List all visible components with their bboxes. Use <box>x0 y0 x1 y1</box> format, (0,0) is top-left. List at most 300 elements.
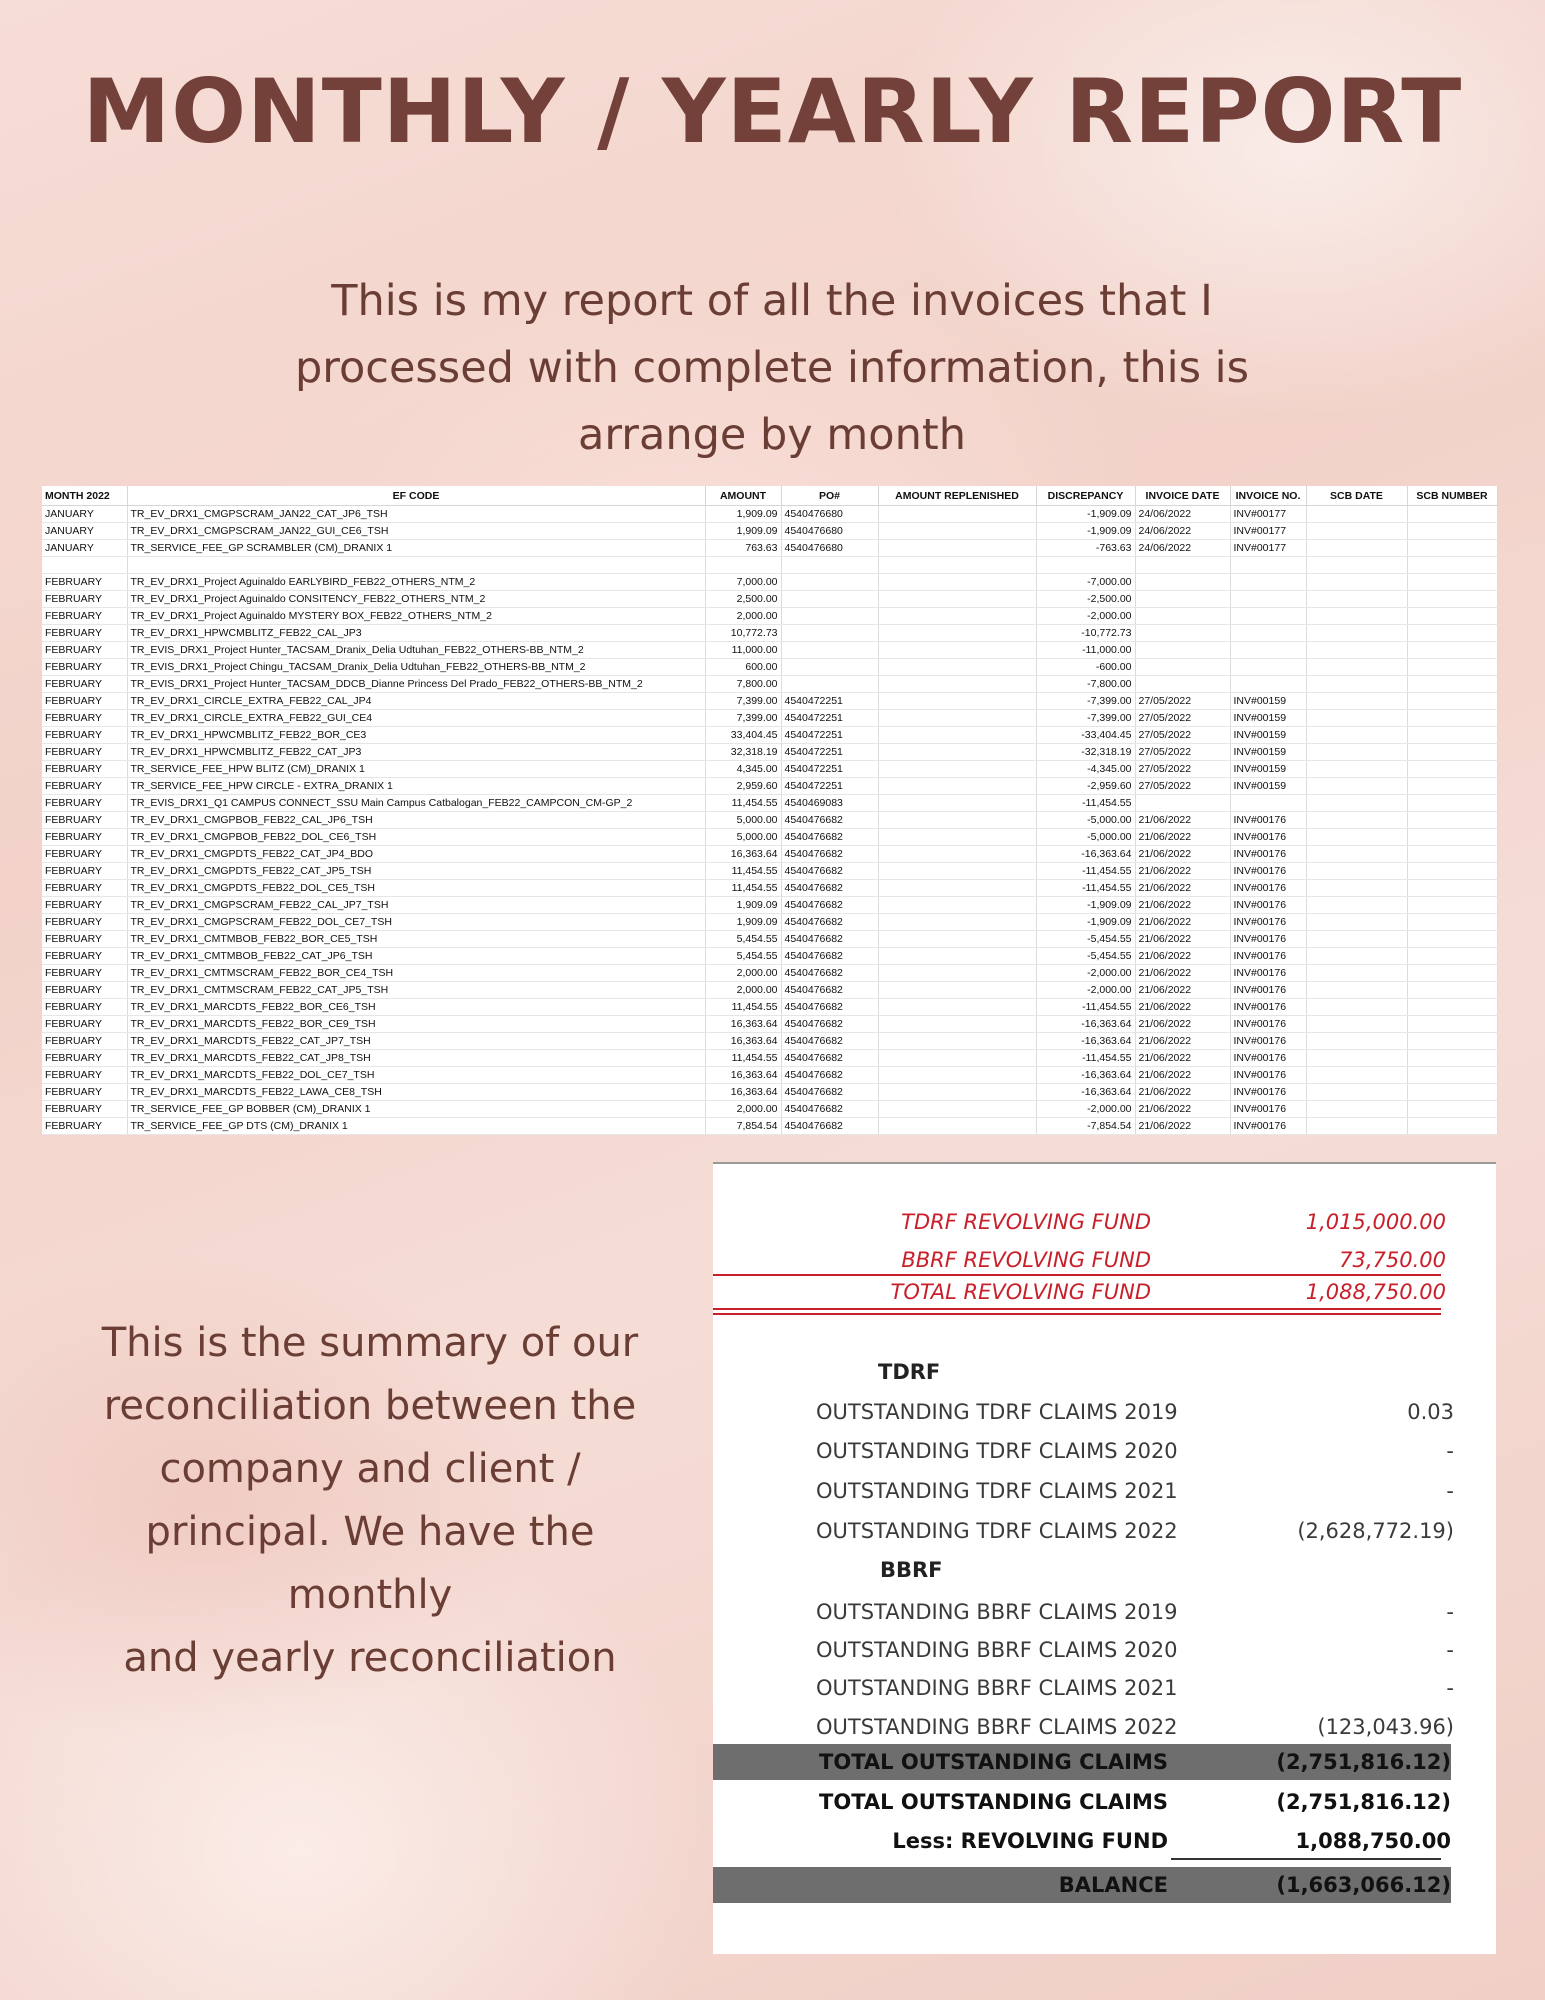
intro-line: arrange by month <box>578 410 966 460</box>
table-cell: 4540476682 <box>781 863 878 880</box>
claim-value: - <box>1446 1638 1454 1662</box>
table-cell <box>1407 982 1497 999</box>
col-header-scb-number: SCB NUMBER <box>1407 486 1497 506</box>
table-cell: INV#00159 <box>1230 727 1306 744</box>
table-cell: TR_EV_DRX1_CMTMBOB_FEB22_CAT_JP6_TSH <box>127 948 705 965</box>
table-cell: 1,909.09 <box>705 523 781 540</box>
table-cell: TR_EVIS_DRX1_Project Hunter_TACSAM_DDCB_Dianne Princess Del Prado_FEB22_OTHERS-BB_NTM_2 <box>127 676 705 693</box>
table-cell: 4540476682 <box>781 880 878 897</box>
table-cell: 2,000.00 <box>705 1101 781 1118</box>
table-cell <box>878 863 1036 880</box>
claim-row <box>713 1439 1496 1473</box>
table-cell: 27/05/2022 <box>1135 778 1230 795</box>
table-cell: TR_EV_DRX1_MARCDTS_FEB22_CAT_JP8_TSH <box>127 1050 705 1067</box>
table-cell: 4,345.00 <box>705 761 781 778</box>
table-cell <box>781 659 878 676</box>
balance-row <box>713 1867 1451 1903</box>
table-cell: 4540476682 <box>781 1033 878 1050</box>
col-header-ef-code: EF CODE <box>127 486 705 506</box>
table-cell <box>878 1101 1036 1118</box>
table-cell <box>878 1033 1036 1050</box>
table-row <box>42 761 1497 778</box>
table-cell <box>1135 608 1230 625</box>
table-cell <box>1407 659 1497 676</box>
table-cell: FEBRUARY <box>42 778 127 795</box>
table-cell: 11,000.00 <box>705 642 781 659</box>
table-cell: 4540476680 <box>781 540 878 557</box>
table-row <box>42 523 1497 540</box>
table-cell <box>1135 591 1230 608</box>
table-cell: INV#00177 <box>1230 523 1306 540</box>
table-cell: TR_EV_DRX1_CMGPBOB_FEB22_CAL_JP6_TSH <box>127 812 705 829</box>
table-cell: TR_EV_DRX1_CMGPDTS_FEB22_CAT_JP4_BDO <box>127 846 705 863</box>
table-cell: 5,454.55 <box>705 931 781 948</box>
table-cell: 21/06/2022 <box>1135 846 1230 863</box>
table-cell: INV#00176 <box>1230 931 1306 948</box>
table-cell: 21/06/2022 <box>1135 863 1230 880</box>
col-header-amount-replenished: AMOUNT REPLENISHED <box>878 486 1036 506</box>
table-cell: -5,000.00 <box>1036 829 1135 846</box>
table-cell <box>1407 965 1497 982</box>
table-cell: TR_SERVICE_FEE_HPW CIRCLE - EXTRA_DRANIX 1 <box>127 778 705 795</box>
table-cell <box>1306 880 1407 897</box>
table-cell <box>878 778 1036 795</box>
table-cell <box>1306 812 1407 829</box>
table-row <box>42 931 1497 948</box>
table-cell: -5,454.55 <box>1036 948 1135 965</box>
table-cell <box>1306 1101 1407 1118</box>
reconciliation-summary <box>713 1162 1496 1954</box>
table-cell: 16,363.64 <box>705 1033 781 1050</box>
table-cell <box>878 914 1036 931</box>
table-cell <box>1407 761 1497 778</box>
table-cell: INV#00176 <box>1230 880 1306 897</box>
bbrf-heading: BBRF <box>880 1558 943 1582</box>
table-cell <box>1407 676 1497 693</box>
table-cell <box>878 1016 1036 1033</box>
claim-label: OUTSTANDING TDRF CLAIMS 2021 <box>816 1479 1178 1503</box>
table-cell: INV#00176 <box>1230 1067 1306 1084</box>
table-cell: FEBRUARY <box>42 693 127 710</box>
claim-row <box>713 1400 1496 1434</box>
table-cell: 4540472251 <box>781 693 878 710</box>
table-cell: 11,454.55 <box>705 999 781 1016</box>
table-row <box>42 727 1497 744</box>
table-cell: 7,854.54 <box>705 1118 781 1135</box>
table-cell: TR_EV_DRX1_HPWCMBLITZ_FEB22_BOR_CE3 <box>127 727 705 744</box>
table-cell: -11,454.55 <box>1036 880 1135 897</box>
table-cell: 2,959.60 <box>705 778 781 795</box>
table-cell: -1,909.09 <box>1036 506 1135 523</box>
table-cell <box>1407 948 1497 965</box>
table-cell: INV#00176 <box>1230 948 1306 965</box>
table-cell: TR_EV_DRX1_MARCDTS_FEB22_BOR_CE9_TSH <box>127 1016 705 1033</box>
total-label: Less: REVOLVING FUND <box>892 1829 1168 1853</box>
table-cell: INV#00176 <box>1230 897 1306 914</box>
table-cell: 21/06/2022 <box>1135 1101 1230 1118</box>
table-cell <box>1306 676 1407 693</box>
rf-label: TDRF REVOLVING FUND <box>901 1210 1151 1234</box>
table-cell <box>1306 829 1407 846</box>
table-cell: -16,363.64 <box>1036 846 1135 863</box>
table-cell <box>1407 829 1497 846</box>
table-cell <box>781 625 878 642</box>
table-cell <box>1407 710 1497 727</box>
table-cell <box>1230 676 1306 693</box>
table-cell <box>878 642 1036 659</box>
table-cell: 4540476682 <box>781 914 878 931</box>
table-row <box>42 1101 1497 1118</box>
table-cell <box>1407 897 1497 914</box>
table-cell: INV#00176 <box>1230 863 1306 880</box>
table-cell: FEBRUARY <box>42 1101 127 1118</box>
table-cell: INV#00176 <box>1230 982 1306 999</box>
table-cell: 21/06/2022 <box>1135 914 1230 931</box>
table-row <box>42 965 1497 982</box>
table-cell: INV#00176 <box>1230 1101 1306 1118</box>
table-cell: -4,345.00 <box>1036 761 1135 778</box>
table-row <box>42 880 1497 897</box>
table-cell: TR_EVIS_DRX1_Project Chingu_TACSAM_Dranix_Delia Udtuhan_FEB22_OTHERS-BB_NTM_2 <box>127 659 705 676</box>
tdrf-heading: TDRF <box>878 1360 941 1384</box>
table-cell: FEBRUARY <box>42 1033 127 1050</box>
table-cell: TR_SERVICE_FEE_GP DTS (CM)_DRANIX 1 <box>127 1118 705 1135</box>
table-cell: 4540476682 <box>781 829 878 846</box>
table-cell <box>1306 506 1407 523</box>
table-cell: 21/06/2022 <box>1135 812 1230 829</box>
table-cell: 4540469083 <box>781 795 878 812</box>
table-cell: TR_EV_DRX1_MARCDTS_FEB22_LAWA_CE8_TSH <box>127 1084 705 1101</box>
table-cell <box>878 999 1036 1016</box>
table-cell <box>1306 863 1407 880</box>
table-cell: -11,454.55 <box>1036 795 1135 812</box>
claim-label: OUTSTANDING BBRF CLAIMS 2019 <box>816 1600 1178 1624</box>
table-cell <box>1407 574 1497 591</box>
table-cell <box>878 1118 1036 1135</box>
table-cell: TR_EVIS_DRX1_Q1 CAMPUS CONNECT_SSU Main Campus Catbalogan_FEB22_CAMPCON_CM-GP_2 <box>127 795 705 812</box>
table-cell: 7,399.00 <box>705 710 781 727</box>
table-cell <box>127 557 705 574</box>
table-cell: FEBRUARY <box>42 999 127 1016</box>
col-header-invoice-no: INVOICE NO. <box>1230 486 1306 506</box>
claim-value: - <box>1446 1479 1454 1503</box>
table-cell: TR_EV_DRX1_MARCDTS_FEB22_BOR_CE6_TSH <box>127 999 705 1016</box>
rf-label: TOTAL REVOLVING FUND <box>890 1280 1151 1304</box>
table-cell: 1,909.09 <box>705 897 781 914</box>
table-cell <box>1306 931 1407 948</box>
table-row <box>42 1067 1497 1084</box>
rf-value: 73,750.00 <box>1339 1248 1446 1272</box>
table-cell: 2,000.00 <box>705 982 781 999</box>
table-cell: -16,363.64 <box>1036 1033 1135 1050</box>
table-cell <box>878 710 1036 727</box>
table-row <box>42 812 1497 829</box>
table-cell <box>781 642 878 659</box>
table-cell: INV#00159 <box>1230 693 1306 710</box>
table-cell: FEBRUARY <box>42 591 127 608</box>
table-cell <box>1135 625 1230 642</box>
table-cell: 21/06/2022 <box>1135 880 1230 897</box>
table-cell: FEBRUARY <box>42 1050 127 1067</box>
table-cell: 21/06/2022 <box>1135 1033 1230 1050</box>
table-cell <box>705 557 781 574</box>
table-cell: 11,454.55 <box>705 880 781 897</box>
table-cell <box>878 829 1036 846</box>
total-value: 1,088,750.00 <box>1295 1829 1451 1853</box>
table-cell: FEBRUARY <box>42 676 127 693</box>
table-row <box>42 625 1497 642</box>
table-cell: 16,363.64 <box>705 1084 781 1101</box>
table-cell: 4540476682 <box>781 1118 878 1135</box>
table-cell <box>878 540 1036 557</box>
total-outstanding-claims-row <box>713 1784 1451 1820</box>
table-cell: 763.63 <box>705 540 781 557</box>
table-cell: FEBRUARY <box>42 948 127 965</box>
table-cell <box>1230 642 1306 659</box>
col-header-po: PO# <box>781 486 878 506</box>
table-cell: FEBRUARY <box>42 829 127 846</box>
total-value: (2,751,816.12) <box>1276 1790 1451 1814</box>
table-cell: TR_EV_DRX1_Project Aguinaldo MYSTERY BOX_FEB22_OTHERS_NTM_2 <box>127 608 705 625</box>
table-cell <box>1407 744 1497 761</box>
claim-label: OUTSTANDING BBRF CLAIMS 2022 <box>816 1715 1178 1739</box>
table-cell <box>878 1050 1036 1067</box>
table-row <box>42 1084 1497 1101</box>
table-cell: -11,454.55 <box>1036 863 1135 880</box>
table-cell: FEBRUARY <box>42 1084 127 1101</box>
table-cell: 5,000.00 <box>705 829 781 846</box>
table-cell: 21/06/2022 <box>1135 1067 1230 1084</box>
table-cell: 24/06/2022 <box>1135 540 1230 557</box>
table-cell <box>1407 591 1497 608</box>
table-cell: 4540472251 <box>781 778 878 795</box>
table-cell: 4540476682 <box>781 965 878 982</box>
table-cell <box>878 506 1036 523</box>
table-cell <box>1306 778 1407 795</box>
table-row <box>42 591 1497 608</box>
table-cell: JANUARY <box>42 506 127 523</box>
page-title: MONTHLY / YEARLY REPORT <box>82 60 1463 163</box>
table-row <box>42 608 1497 625</box>
table-cell: 11,454.55 <box>705 1050 781 1067</box>
table-row <box>42 506 1497 523</box>
table-cell: 11,454.55 <box>705 795 781 812</box>
table-cell: 21/06/2022 <box>1135 999 1230 1016</box>
table-cell: INV#00176 <box>1230 829 1306 846</box>
table-cell: 1,909.09 <box>705 506 781 523</box>
table-cell <box>1306 1033 1407 1050</box>
table-cell: -7,399.00 <box>1036 710 1135 727</box>
table-cell <box>1135 795 1230 812</box>
rf-double-divider <box>1171 1308 1441 1315</box>
table-cell: 4540472251 <box>781 744 878 761</box>
table-cell <box>1407 931 1497 948</box>
col-header-discrepancy: DISCREPANCY <box>1036 486 1135 506</box>
table-cell: -2,000.00 <box>1036 965 1135 982</box>
table-cell <box>1407 642 1497 659</box>
table-cell: -5,454.55 <box>1036 931 1135 948</box>
table-cell <box>878 795 1036 812</box>
table-cell: INV#00176 <box>1230 812 1306 829</box>
invoice-spreadsheet <box>42 486 1497 1135</box>
total-value: (2,751,816.12) <box>1276 1750 1451 1774</box>
table-cell: -2,959.60 <box>1036 778 1135 795</box>
table-cell: -7,000.00 <box>1036 574 1135 591</box>
rf-value: 1,088,750.00 <box>1305 1280 1446 1304</box>
table-cell: TR_EV_DRX1_CMGPSCRAM_JAN22_GUI_CE6_TSH <box>127 523 705 540</box>
table-row <box>42 710 1497 727</box>
table-cell: -2,000.00 <box>1036 1101 1135 1118</box>
table-cell <box>781 591 878 608</box>
table-cell <box>878 931 1036 948</box>
table-cell <box>1306 846 1407 863</box>
table-cell: -16,363.64 <box>1036 1084 1135 1101</box>
claim-row <box>713 1519 1496 1553</box>
table-cell <box>1306 948 1407 965</box>
table-cell: 27/05/2022 <box>1135 727 1230 744</box>
intro-line: processed with complete information, this is <box>294 343 1250 393</box>
table-row <box>42 914 1497 931</box>
table-cell <box>878 625 1036 642</box>
table-cell: FEBRUARY <box>42 659 127 676</box>
table-cell <box>878 812 1036 829</box>
bbrf-revolving-fund-row <box>713 1248 1496 1282</box>
table-cell <box>1230 557 1306 574</box>
table-row <box>42 1016 1497 1033</box>
table-cell: -5,000.00 <box>1036 812 1135 829</box>
table-cell <box>1407 523 1497 540</box>
table-cell <box>1407 795 1497 812</box>
rf-double-divider <box>713 1308 1204 1315</box>
table-cell: JANUARY <box>42 523 127 540</box>
table-cell <box>878 727 1036 744</box>
table-cell <box>1407 914 1497 931</box>
table-cell: 600.00 <box>705 659 781 676</box>
table-cell: -32,318.19 <box>1036 744 1135 761</box>
table-cell <box>1306 999 1407 1016</box>
table-row <box>42 863 1497 880</box>
table-cell: FEBRUARY <box>42 727 127 744</box>
table-cell: TR_EV_DRX1_Project Aguinaldo EARLYBIRD_FEB22_OTHERS_NTM_2 <box>127 574 705 591</box>
table-cell: 5,000.00 <box>705 812 781 829</box>
table-cell: -33,404.45 <box>1036 727 1135 744</box>
table-cell <box>878 693 1036 710</box>
table-cell <box>781 557 878 574</box>
table-row <box>42 948 1497 965</box>
table-cell: FEBRUARY <box>42 1016 127 1033</box>
table-cell: 4540476682 <box>781 982 878 999</box>
col-header-amount: AMOUNT <box>705 486 781 506</box>
table-cell: 33,404.45 <box>705 727 781 744</box>
table-cell <box>1407 1033 1497 1050</box>
table-cell: -7,800.00 <box>1036 676 1135 693</box>
claim-label: OUTSTANDING BBRF CLAIMS 2021 <box>816 1676 1178 1700</box>
table-cell <box>1230 574 1306 591</box>
table-cell: INV#00176 <box>1230 846 1306 863</box>
table-cell: FEBRUARY <box>42 1067 127 1084</box>
table-cell: FEBRUARY <box>42 914 127 931</box>
table-cell: 4540476680 <box>781 523 878 540</box>
table-cell <box>1306 591 1407 608</box>
table-row <box>42 574 1497 591</box>
table-cell <box>1306 574 1407 591</box>
table-cell: 21/06/2022 <box>1135 931 1230 948</box>
table-cell: 27/05/2022 <box>1135 710 1230 727</box>
table-cell: TR_EV_DRX1_MARCDTS_FEB22_DOL_CE7_TSH <box>127 1067 705 1084</box>
table-cell: 27/05/2022 <box>1135 761 1230 778</box>
table-cell: 4540476682 <box>781 931 878 948</box>
col-header-month: MONTH 2022 <box>42 486 127 506</box>
table-cell: -10,772.73 <box>1036 625 1135 642</box>
table-cell: FEBRUARY <box>42 982 127 999</box>
table-cell: 4540476682 <box>781 948 878 965</box>
table-cell: 16,363.64 <box>705 1016 781 1033</box>
table-cell: -1,909.09 <box>1036 914 1135 931</box>
table-cell: -7,399.00 <box>1036 693 1135 710</box>
table-cell <box>1407 1101 1497 1118</box>
table-cell <box>1135 574 1230 591</box>
table-cell <box>1306 1016 1407 1033</box>
claim-label: OUTSTANDING TDRF CLAIMS 2020 <box>816 1439 1178 1463</box>
sum-underline <box>1171 1858 1441 1860</box>
table-cell: TR_EVIS_DRX1_Project Hunter_TACSAM_Dranix_Delia Udtuhan_FEB22_OTHERS-BB_NTM_2 <box>127 642 705 659</box>
table-cell <box>1306 693 1407 710</box>
table-cell: TR_EV_DRX1_CIRCLE_EXTRA_FEB22_CAL_JP4 <box>127 693 705 710</box>
table-cell: 24/06/2022 <box>1135 506 1230 523</box>
table-cell: FEBRUARY <box>42 965 127 982</box>
table-cell: 2,000.00 <box>705 608 781 625</box>
total-label: TOTAL OUTSTANDING CLAIMS <box>819 1790 1168 1814</box>
table-cell: 7,800.00 <box>705 676 781 693</box>
table-cell <box>878 608 1036 625</box>
table-cell <box>1407 625 1497 642</box>
table-cell <box>42 557 127 574</box>
table-cell: 5,454.55 <box>705 948 781 965</box>
table-cell: 27/05/2022 <box>1135 693 1230 710</box>
table-cell <box>781 676 878 693</box>
table-cell <box>781 608 878 625</box>
table-cell: 16,363.64 <box>705 846 781 863</box>
table-cell: TR_EV_DRX1_CMGPSCRAM_FEB22_DOL_CE7_TSH <box>127 914 705 931</box>
table-row <box>42 676 1497 693</box>
table-cell: 4540476680 <box>781 506 878 523</box>
table-cell <box>1230 795 1306 812</box>
table-row <box>42 897 1497 914</box>
table-cell: TR_EV_DRX1_HPWCMBLITZ_FEB22_CAT_JP3 <box>127 744 705 761</box>
less-revolving-fund-row <box>713 1823 1451 1859</box>
table-cell <box>1306 523 1407 540</box>
table-cell <box>878 761 1036 778</box>
table-cell: INV#00159 <box>1230 744 1306 761</box>
claim-label: OUTSTANDING BBRF CLAIMS 2020 <box>816 1638 1178 1662</box>
claim-row <box>713 1638 1496 1672</box>
table-cell <box>1230 591 1306 608</box>
claim-label: OUTSTANDING TDRF CLAIMS 2019 <box>816 1400 1178 1424</box>
claim-value: - <box>1446 1439 1454 1463</box>
table-cell: -11,000.00 <box>1036 642 1135 659</box>
table-cell: -1,909.09 <box>1036 523 1135 540</box>
table-row <box>42 829 1497 846</box>
table-cell <box>1306 540 1407 557</box>
table-cell: 4540472251 <box>781 710 878 727</box>
table-cell: 21/06/2022 <box>1135 1050 1230 1067</box>
table-cell: INV#00159 <box>1230 778 1306 795</box>
table-cell: INV#00159 <box>1230 710 1306 727</box>
table-cell: INV#00176 <box>1230 999 1306 1016</box>
table-cell: TR_SERVICE_FEE_GP BOBBER (CM)_DRANIX 1 <box>127 1101 705 1118</box>
table-cell <box>1407 1016 1497 1033</box>
table-cell: FEBRUARY <box>42 710 127 727</box>
